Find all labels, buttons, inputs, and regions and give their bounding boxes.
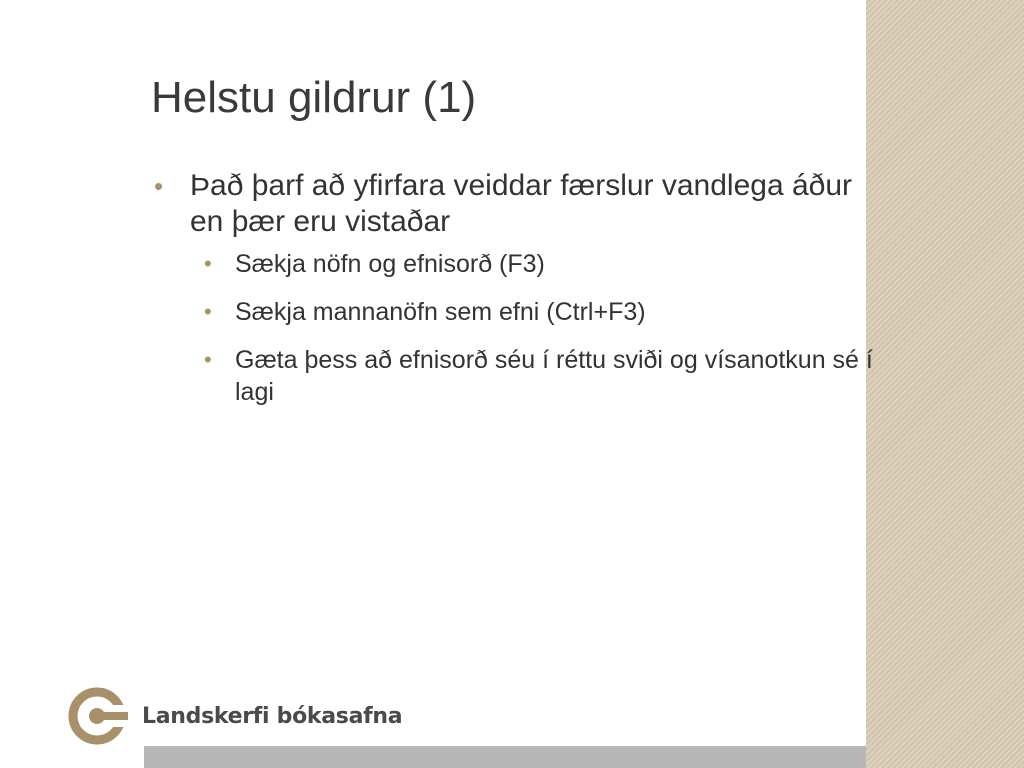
slide-title: Helstu gildrur (1) [151,73,477,122]
bullet-item [152,168,882,408]
bullet-icon: • [204,299,212,324]
landskerfi-logo [66,686,402,746]
sub-bullet-list [190,248,882,408]
bullet-icon: • [204,347,212,372]
sub-bullet-item [190,296,882,328]
bullet-icon: • [154,171,164,201]
bullet-list [152,168,882,408]
bullet-icon: • [204,251,212,276]
landskerfi-logo-icon [66,685,128,747]
sub-bullet-text: Sækja nöfn og efnisorð (F3) [235,250,545,278]
logo-text: Landskerfi bókasafna [142,703,403,729]
decorative-side-band [866,0,1024,768]
bullet-text: Það þarf að yfirfara veiddar færslur vandlega áður en þær eru vistaðar [190,169,853,238]
footer-bar [144,746,866,768]
sub-bullet-item [190,248,882,280]
sub-bullet-text: Gæta þess að efnisorð séu í réttu sviði og vísanotkun sé í lagi [235,346,873,406]
sub-bullet-text: Sækja mannanöfn sem efni (Ctrl+F3) [235,298,646,326]
sub-bullet-item [190,344,882,408]
